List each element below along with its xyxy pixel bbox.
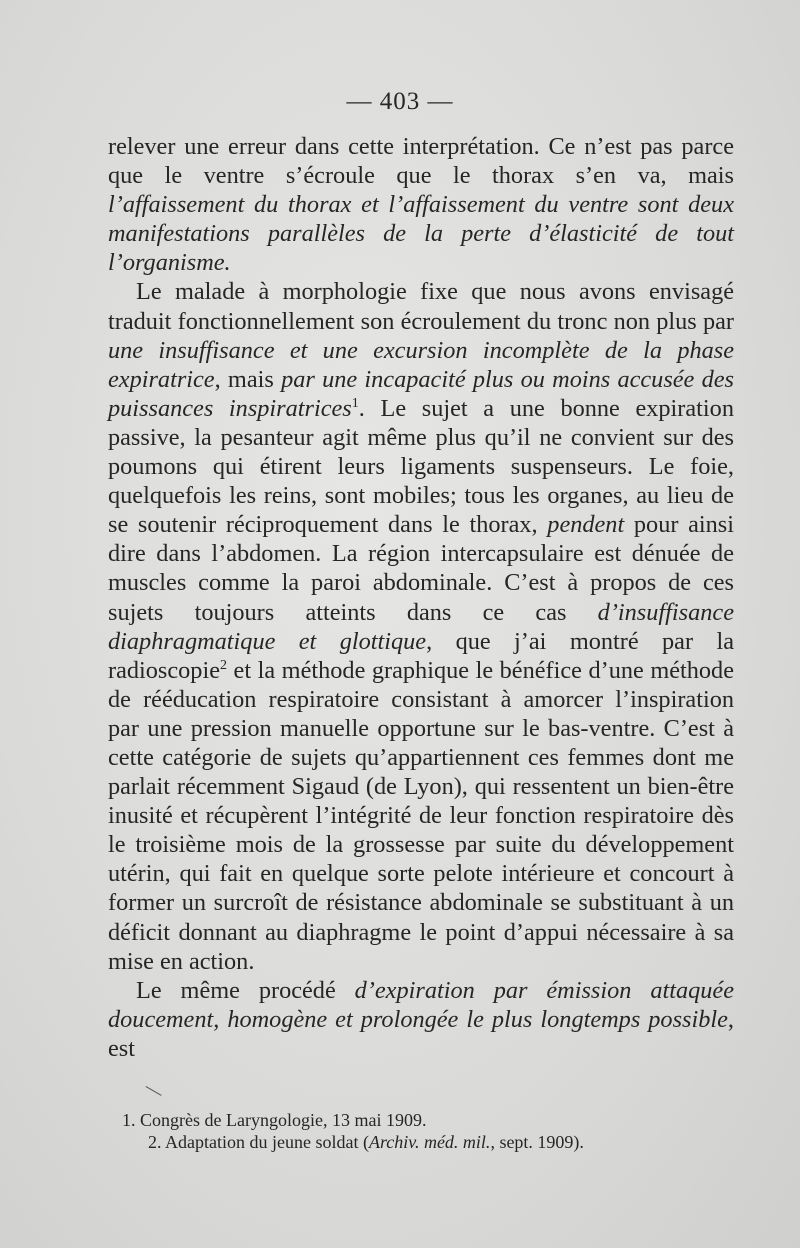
p2-run-9: , que j’ai montré par la radioscopie — [108, 627, 734, 684]
footnote-2-journal: Archiv. méd. mil. — [368, 1132, 491, 1152]
p2-run-6: pendent — [547, 511, 625, 539]
p3-run-2: , est — [108, 1005, 734, 1062]
p2-run-7: pour ainsi dire dans l’abdomen. La région intercapsulaire est dénuée de muscles comme la paroi abdominale. C’est à propos de ces sujets toujours atteints dans ce cas — [108, 511, 735, 626]
p2-run-8: d’insuffisance diaphragmatique et glottique — [108, 598, 734, 655]
footnote-2-end: , sept. 1909). — [490, 1132, 584, 1152]
footnote-rule — [140, 1086, 162, 1106]
footnote-2-text: 2. Adaptation du jeune soldat ( — [148, 1132, 369, 1152]
p2-run-11: et la méthode graphique le bénéfice d’une méthode de rééducation respiratoire consistant à amorcer l’inspiration par une pression manuelle opportune sur le bas-ventre. C’est à cette catégorie de sujets qu’appartiennent ces femmes dont me parlait récemment Sigaud (de Lyon), qui ressentent un bien-être inusité et récupèrent l’intégrité de leur fonction respiratoire dès le troisième mois de la grossesse par suite du développement utérin, qui fait en quelque sorte pelote intérieure et concourt à former un surcroît de résistance abdominale se substituant à un déficit donnant au diaphragme le point d’appui nécessaire à sa mise en action. — [108, 656, 734, 975]
p2-run-0: Le malade à morphologie fixe que nous avons envisagé traduit fonctionnellement son écroulement du tronc non plus par — [108, 278, 734, 335]
p3-run-0: Le même procédé — [136, 976, 355, 1004]
footnotes — [122, 1109, 742, 1153]
body-text — [108, 132, 734, 1063]
footnote-2 — [122, 1131, 742, 1153]
paragraph-2 — [108, 277, 734, 975]
paragraph-3 — [108, 976, 734, 1063]
p2-run-1: une insuffisance et une excursion incomplète de la phase expiratrice — [108, 336, 734, 393]
page-number: — 403 — — [346, 88, 454, 115]
p2-run-4-footnote-ref: 1 — [351, 395, 359, 411]
p2-run-3: par une incapacité plus ou moins accusée des puissances inspiratrices — [108, 365, 734, 422]
p1-run-1: l’affaissement du thorax et l’affaissement du ventre sont deux manifestations parallèles de la perte d’élasticité de tout l’organisme. — [108, 191, 734, 277]
p3-run-1: d’expiration par émission attaquée doucement, homogène et prolongée le plus longtemps possible — [108, 976, 734, 1033]
p1-run-0: relever une erreur dans cette interprétation. Ce n’est pas parce que le ventre s’écroule que le thorax s’en va, mais — [108, 133, 734, 190]
paragraph-1 — [108, 132, 734, 277]
p2-run-10-footnote-ref: 2 — [220, 657, 227, 673]
p2-run-5: . Le sujet a une bonne expiration passive, la pesanteur agit même plus qu’il ne convient sur des poumons qui étirent leurs ligaments suspenseurs. Le foie, quelquefois les reins, sont mobiles; tous les organes, au lieu de se soutenir réciproquement dans le thorax, — [108, 394, 734, 539]
p2-run-2: , mais — [214, 365, 282, 393]
footnote-1: 1. Congrès de Laryngologie, 13 mai 1909. — [122, 1110, 427, 1130]
